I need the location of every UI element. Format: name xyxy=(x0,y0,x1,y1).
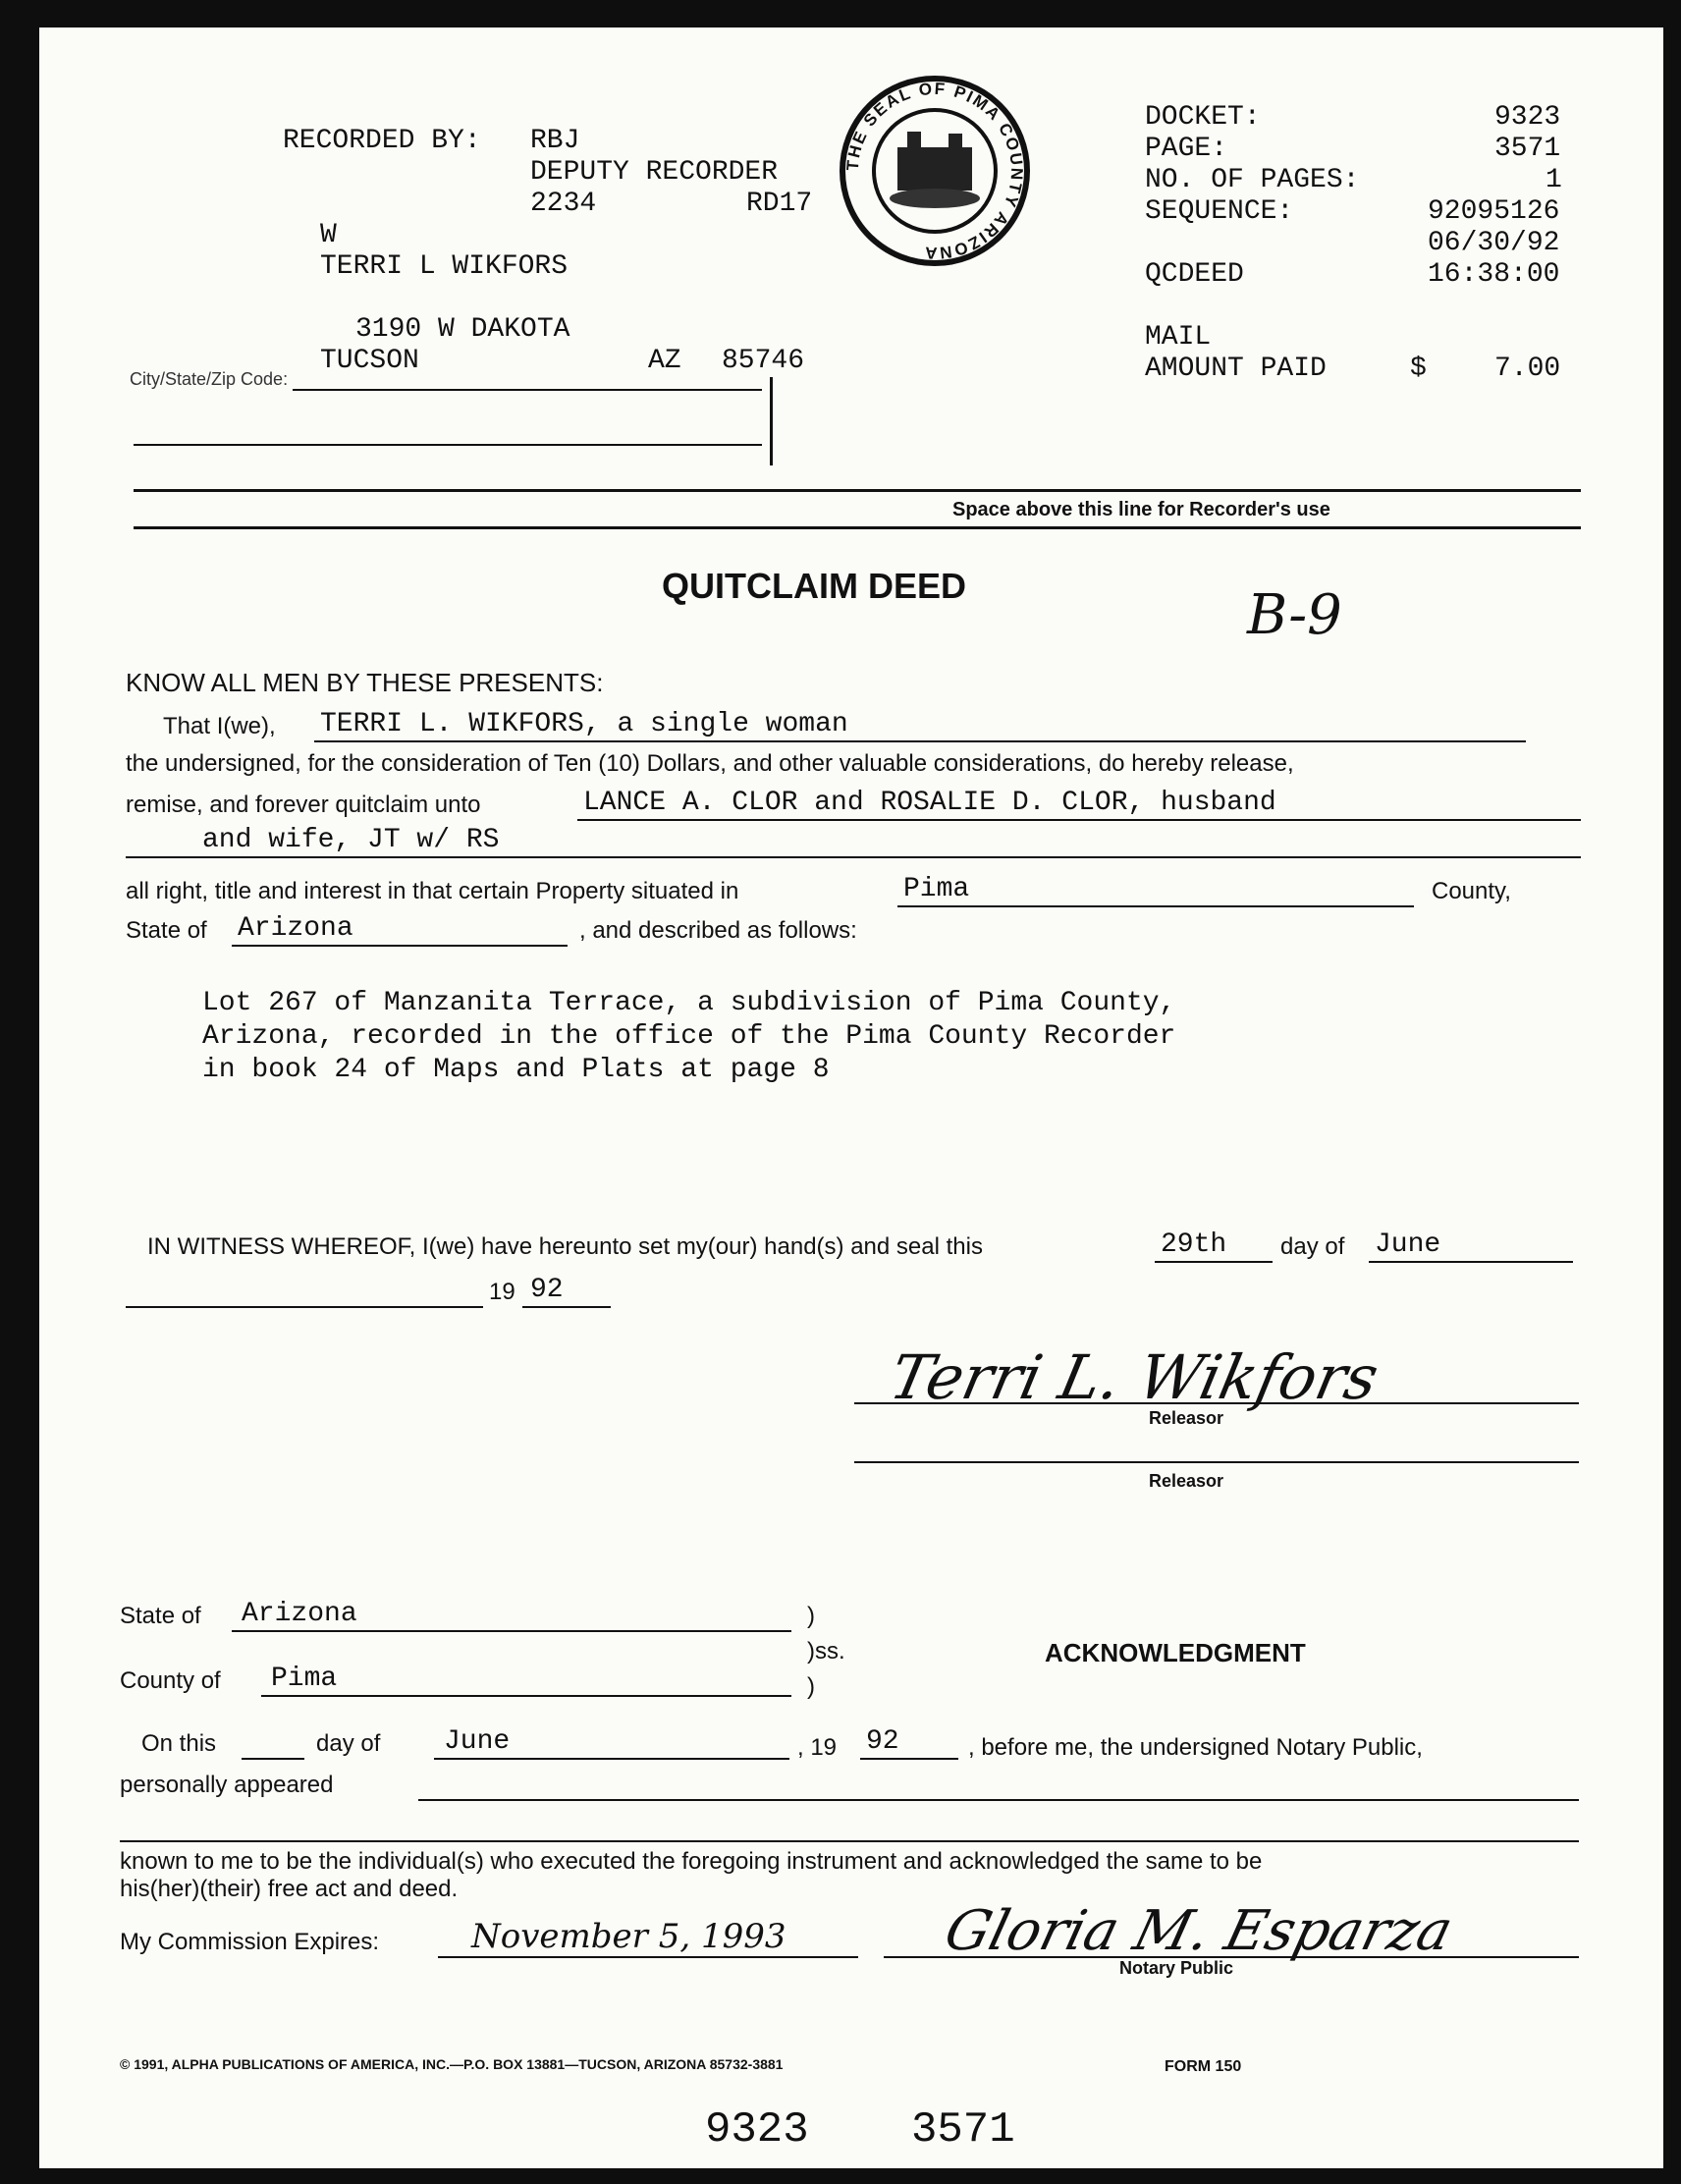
ack-state-line xyxy=(232,1630,791,1632)
ack-known-text-1: known to me to be the individual(s) who executed the foregoing instrument and acknowledged the same to be xyxy=(120,1848,1263,1875)
time-value: 16:38:00 xyxy=(1428,259,1560,290)
ack-day-line xyxy=(242,1758,304,1760)
mail-to-zip: 85746 xyxy=(722,346,805,376)
property-state-line xyxy=(232,945,568,947)
ack-county-value: Pima xyxy=(271,1664,338,1694)
ack-appeared-line xyxy=(418,1799,1579,1801)
legal-description-3: in book 24 of Maps and Plats at page 8 xyxy=(202,1055,830,1085)
form-number: FORM 150 xyxy=(1165,2058,1242,2075)
witness-day-of-label: day of xyxy=(1280,1233,1345,1260)
no-pages-label: NO. OF PAGES: xyxy=(1145,165,1360,195)
docket-stamp: 9323 xyxy=(705,2105,809,2155)
legal-description-2: Arizona, recorded in the office of the Pima County Recorder xyxy=(202,1021,1176,1052)
recorded-by-label: RECORDED BY: xyxy=(283,126,481,156)
page-stamp: 3571 xyxy=(911,2105,1015,2155)
recorder-code-2: RD17 xyxy=(746,189,813,219)
property-county-value: Pima xyxy=(903,874,970,904)
property-county-line xyxy=(897,905,1414,907)
state-label: State of xyxy=(126,917,207,944)
witness-year-prefix: 19 xyxy=(489,1279,515,1305)
releasor-line-2 xyxy=(854,1461,1579,1463)
know-all-heading: KNOW ALL MEN BY THESE PRESENTS: xyxy=(126,668,604,697)
ack-paren-2: ) xyxy=(807,1673,815,1700)
svg-text:THE SEAL OF PIMA COUNTY ARIZON: THE SEAL OF PIMA COUNTY ARIZONA xyxy=(842,79,1027,263)
witness-year-value: 92 xyxy=(530,1275,564,1305)
recorder-use-note: Space above this line for Recorder's use xyxy=(952,499,1330,520)
ack-appeared-label: personally appeared xyxy=(120,1772,334,1798)
mail-to-street: 3190 W DAKOTA xyxy=(355,314,570,345)
remise-label: remise, and forever quitclaim unto xyxy=(126,792,481,818)
grantee-line-rule-2 xyxy=(126,856,1581,858)
address-line-1 xyxy=(293,389,762,391)
notary-signature: Gloria M. Esparza xyxy=(938,1899,1459,1963)
grantee-line-2: and wife, JT w/ RS xyxy=(202,825,500,855)
ack-day-of-label: day of xyxy=(316,1730,381,1757)
handwritten-ref: B-9 xyxy=(1247,583,1342,647)
amount-paid-value: 7.00 xyxy=(1494,354,1561,384)
no-pages-value: 1 xyxy=(1545,165,1562,195)
commission-label: My Commission Expires: xyxy=(120,1929,380,1955)
ack-state-value: Arizona xyxy=(242,1599,357,1629)
ack-ss-label: )ss. xyxy=(807,1638,845,1665)
ack-appeared-line-2 xyxy=(120,1840,1579,1842)
ack-on-this-label: On this xyxy=(141,1730,217,1757)
witness-text: IN WITNESS WHEREOF, I(we) have hereunto set my(our) hand(s) and seal this xyxy=(147,1233,983,1260)
mail-label: MAIL xyxy=(1145,322,1212,353)
witness-month-line xyxy=(1369,1261,1573,1263)
legal-description-1: Lot 267 of Manzanita Terrace, a subdivision of Pima County, xyxy=(202,988,1176,1018)
recorder-rule-top xyxy=(134,489,1581,492)
county-seal xyxy=(837,73,1033,269)
docket-label: DOCKET: xyxy=(1145,102,1261,133)
witness-day-value: 29th xyxy=(1161,1229,1227,1260)
amount-paid-label: AMOUNT PAID xyxy=(1145,354,1327,384)
witness-year-line xyxy=(522,1306,611,1308)
consideration-text: the undersigned, for the consideration of Ten (10) Dollars, and other valuable considerations, do hereby release, xyxy=(126,750,1294,777)
ack-month-line xyxy=(434,1758,789,1760)
releasor-line-1 xyxy=(854,1402,1579,1404)
address-box-divider xyxy=(770,377,773,465)
ack-year-line xyxy=(860,1758,958,1760)
qcdeed-label: QCDEED xyxy=(1145,259,1244,290)
ack-year-prefix: , 19 xyxy=(797,1734,838,1761)
property-label: all right, title and interest in that certain Property situated in xyxy=(126,878,739,904)
city-state-zip-label: City/State/Zip Code: xyxy=(130,369,289,389)
recorder-code-1: 2234 xyxy=(530,189,597,219)
address-line-2 xyxy=(134,444,762,446)
ack-before-me-text: , before me, the undersigned Notary Public, xyxy=(968,1734,1423,1761)
ack-month-value: June xyxy=(444,1726,511,1757)
document-title: QUITCLAIM DEED xyxy=(662,566,966,606)
date-value: 06/30/92 xyxy=(1428,228,1560,258)
ack-state-label: State of xyxy=(120,1603,201,1629)
witness-month-value: June xyxy=(1375,1229,1441,1260)
grantor-name: TERRI L. WIKFORS, a single woman xyxy=(320,709,848,739)
witness-day-line xyxy=(1155,1261,1273,1263)
docket-value: 9323 xyxy=(1494,102,1561,133)
releasor-label-2: Releasor xyxy=(1149,1471,1224,1491)
ack-known-text-2: his(her)(their) free act and deed. xyxy=(120,1876,459,1902)
ack-county-line xyxy=(261,1695,791,1697)
publisher-footer: © 1991, ALPHA PUBLICATIONS OF AMERICA, INC.—P.O. BOX 13881—TUCSON, ARIZONA 85732-3881 xyxy=(120,2056,784,2072)
grantee-line-1: LANCE A. CLOR and ROSALIE D. CLOR, husband xyxy=(583,788,1276,818)
notary-label: Notary Public xyxy=(1119,1958,1234,1978)
currency-symbol: $ xyxy=(1410,354,1427,384)
document-page xyxy=(39,27,1663,2168)
described-label: , and described as follows: xyxy=(579,917,857,944)
releasor-label-1: Releasor xyxy=(1149,1408,1224,1428)
ack-year-value: 92 xyxy=(866,1726,899,1757)
deputy-recorder: DEPUTY RECORDER xyxy=(530,157,779,188)
county-label: County, xyxy=(1432,878,1511,904)
commission-line xyxy=(438,1956,858,1958)
ack-paren-1: ) xyxy=(807,1603,815,1629)
mail-to-state: AZ xyxy=(648,346,681,376)
grantee-line-rule-1 xyxy=(577,819,1581,821)
seal-icon xyxy=(837,73,1033,269)
page-value: 3571 xyxy=(1494,134,1561,164)
mail-to-name: TERRI L WIKFORS xyxy=(320,251,569,282)
w-mark: W xyxy=(320,220,337,250)
ack-heading: ACKNOWLEDGMENT xyxy=(1045,1638,1306,1667)
grantor-line xyxy=(314,740,1526,742)
sequence-value: 92095126 xyxy=(1428,196,1560,227)
commission-value: November 5, 1993 xyxy=(471,1917,786,1956)
recorded-by-value: RBJ xyxy=(530,126,580,156)
ack-county-label: County of xyxy=(120,1667,221,1694)
that-label: That I(we), xyxy=(163,713,276,739)
witness-year-lead-line xyxy=(126,1306,483,1308)
recorder-rule-bottom xyxy=(134,526,1581,529)
sequence-label: SEQUENCE: xyxy=(1145,196,1294,227)
property-state-value: Arizona xyxy=(238,913,353,944)
releasor-signature: Terri L. Wikfors xyxy=(884,1341,1385,1413)
mail-to-city: TUCSON xyxy=(320,346,419,376)
page-label: PAGE: xyxy=(1145,134,1228,164)
